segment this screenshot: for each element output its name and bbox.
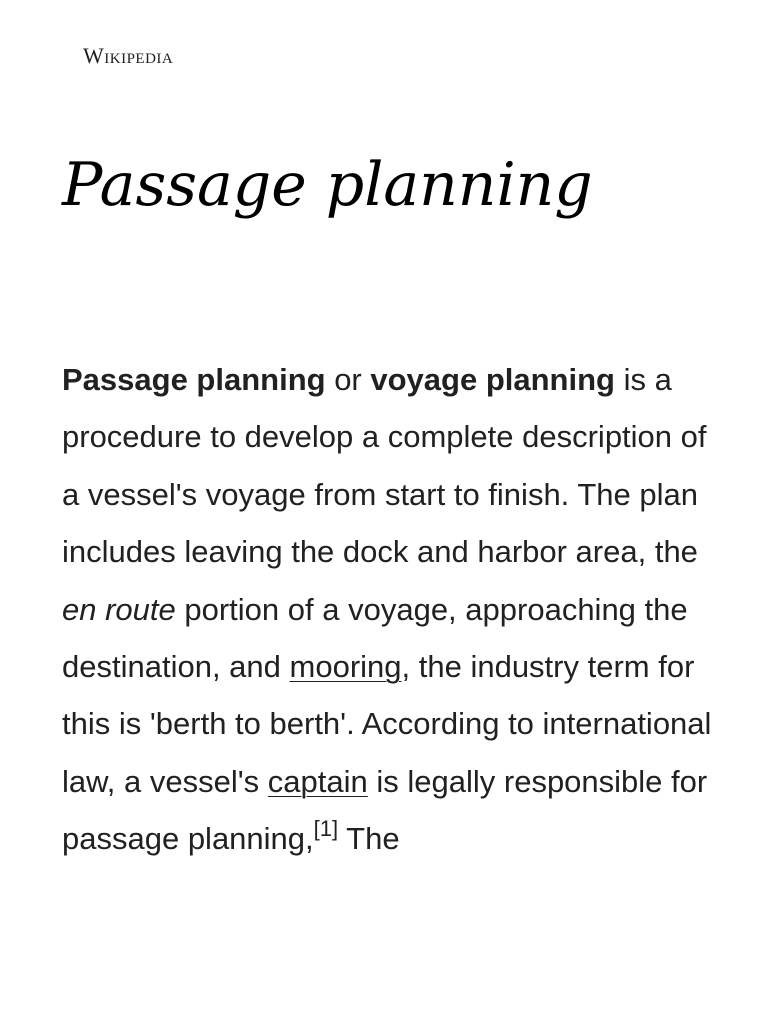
reference-link-1[interactable]: [1] (313, 815, 339, 841)
article-intro-paragraph (62, 351, 722, 868)
paragraph-text: is a procedure to develop a complete description of a vessel's voyage from start to finish. The plan includes leaving the dock and harbor area, the (62, 362, 707, 570)
bold-term-voyage-planning: voyage planning (370, 362, 615, 397)
paragraph-text: or (325, 362, 371, 397)
reference-superscript (314, 816, 338, 841)
paragraph-text: , the industry term for this is 'berth to berth'. According to international law, a vessel's (62, 649, 712, 799)
paragraph-text: The (338, 821, 400, 857)
paragraph-text: portion of a voyage, approaching the destination, and (62, 591, 688, 685)
italic-en-route: en route (62, 591, 176, 627)
link-mooring[interactable]: mooring (289, 649, 402, 685)
bold-term-passage-planning: Passage planning (62, 362, 326, 397)
page-title: Passage planning (62, 150, 593, 220)
wikipedia-wordmark[interactable]: Wikipedia (83, 43, 174, 68)
link-captain[interactable]: captain (267, 763, 368, 799)
paragraph-text: is legally responsible for passage planning, (62, 763, 708, 857)
